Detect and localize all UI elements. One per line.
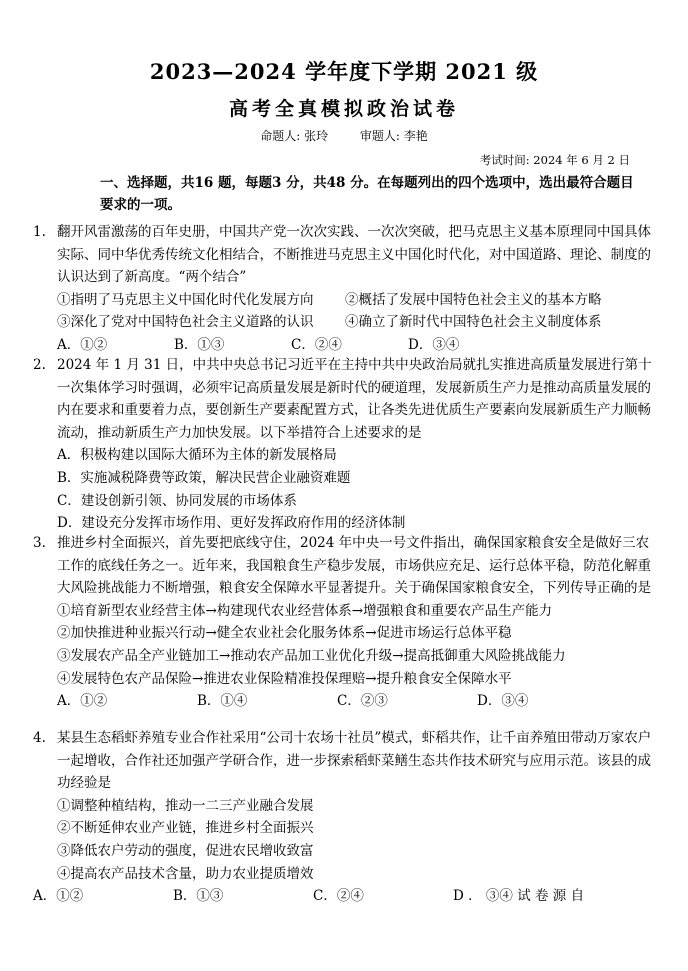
section-heading: 一、选择题，共16 题，每题3 分，共48 分。在每题列出的四个选项中，选出最符合题目要求的一项。	[100, 175, 634, 213]
option-item: ③降低农户劳动的强度，促进农民增收致富	[57, 842, 314, 859]
question-stem: 翻开风雷激荡的百年史册，中国共产党一次次实践、一次次突破，把马克思主义基本原理同中国具体实际、同中华优秀传统文化相结合，不断推进马克思主义中国化时代化，对中国道路、理论、制度的认识达到了新高度。“两个结合”	[57, 224, 651, 286]
option-item: ④提高农产品技术含量，助力农业提质增效	[57, 865, 314, 882]
option-item: ②加快推进种业振兴行动→健全农业社会化服务体系→促进市场运行总体平稳	[57, 625, 512, 642]
option-item: ②概括了发展中国特色社会主义的基本方略	[345, 291, 602, 308]
choice-b: B．①④	[197, 693, 248, 710]
option-b: B．实施减税降费等政策，解决民营企业融资难题	[57, 469, 351, 486]
option-item: ④发展特色农产品保险→推进农业保险精准投保理赔→提升粮食安全保障水平	[57, 670, 512, 687]
question-number: 1.	[33, 224, 46, 240]
choice-c: C．②④	[313, 888, 364, 905]
reviewer-label: 审题人: 李艳	[359, 129, 428, 143]
question-stem: 推进乡村全面振兴，首先要把底线守住，2024 年中央一号文件指出，确保国家粮食安全是做好三农工作的底线任务之一。近年来，我国粮食生产稳步发展，市场供应充足、运行总体平稳，防范化解重大风险挑战能力不断增强，粮食安全保障水平显著提升。关于确保国家粮食安全，下列传导正确的是	[57, 535, 651, 597]
option-item: ①指明了马克思主义中国化时代化发展方向	[57, 291, 314, 308]
option-item: ②不断延伸农业产业链，推进乡村全面振兴	[57, 820, 314, 837]
choice-c: C．②③	[337, 693, 388, 710]
choice-d: D ． ③④ 试 卷 源 自	[453, 888, 585, 905]
question-4	[33, 727, 653, 908]
option-c: C．建设创新引领、协同发展的市场体系	[57, 492, 297, 509]
choice-a: A．①②	[57, 693, 108, 710]
option-item: ①调整种植结构，推动一二三产业融合发展	[57, 797, 314, 814]
choice-b: B．①③	[174, 336, 225, 353]
question-3	[33, 532, 653, 713]
option-item: ③发展农产品全产业链加工→推动农产品加工业优化升级→提高抵御重大风险挑战能力	[57, 647, 566, 664]
exam-subtitle: 高考全真模拟政治试卷	[228, 98, 459, 120]
question-1	[33, 221, 653, 357]
choice-a: A．①②	[33, 888, 84, 905]
question-2	[33, 354, 653, 535]
option-item: ①培育新型农业经营主体→构建现代农业经营体系→增强粮食和重要农产品生产能力	[57, 602, 553, 619]
choice-b: B．①③	[173, 888, 224, 905]
choice-c: C．②④	[291, 336, 342, 353]
option-d: D．建设充分发挥市场作用、更好发挥政府作用的经济体制	[57, 515, 406, 532]
choice-d: D．③④	[477, 693, 529, 710]
question-stem: 某县生态稻虾养殖专业合作社采用“公司十农场十社员”模式，虾稻共作，让千亩养殖田带动万家农户一起增收，合作社还加强产学研合作，进一步探索稻虾菜鳝生态共作技术研究与应用示范。该县的成功经验是	[57, 730, 652, 792]
option-item: ③深化了党对中国特色社会主义道路的认识	[57, 314, 314, 331]
option-a: A．积极构建以国际大循环为主体的新发展格局	[57, 447, 337, 464]
choice-a: A．①②	[57, 336, 108, 353]
authors-line	[0, 127, 688, 144]
question-number: 3.	[33, 535, 46, 551]
question-number: 4.	[33, 730, 46, 746]
option-item: ④确立了新时代中国特色社会主义制度体系	[345, 314, 602, 331]
exam-date: 考试时间: 2024 年 6 月 2 日	[479, 153, 630, 167]
question-number: 2.	[33, 357, 46, 373]
choice-d: D．③④	[408, 336, 460, 353]
question-stem: 2024 年 1 月 31 日，中共中央总书记习近平在主持中共中央政治局就扎实推进高质量发展进行第十一次集体学习时强调，必须牢记高质量发展是新时代的硬道理，发展新质生产力是推动高质量发展的内在要求和重要着力点，要创新生产要素配置方式，让各类先进优质生产要素向发展新质生产力顺畅流动，推动新质生产力加快发展。以下举措符合上述要求的是	[57, 357, 652, 441]
author-label: 命题人: 张玲	[260, 129, 329, 143]
exam-title: 2023—2024 学年度下学期 2021 级	[149, 59, 539, 84]
